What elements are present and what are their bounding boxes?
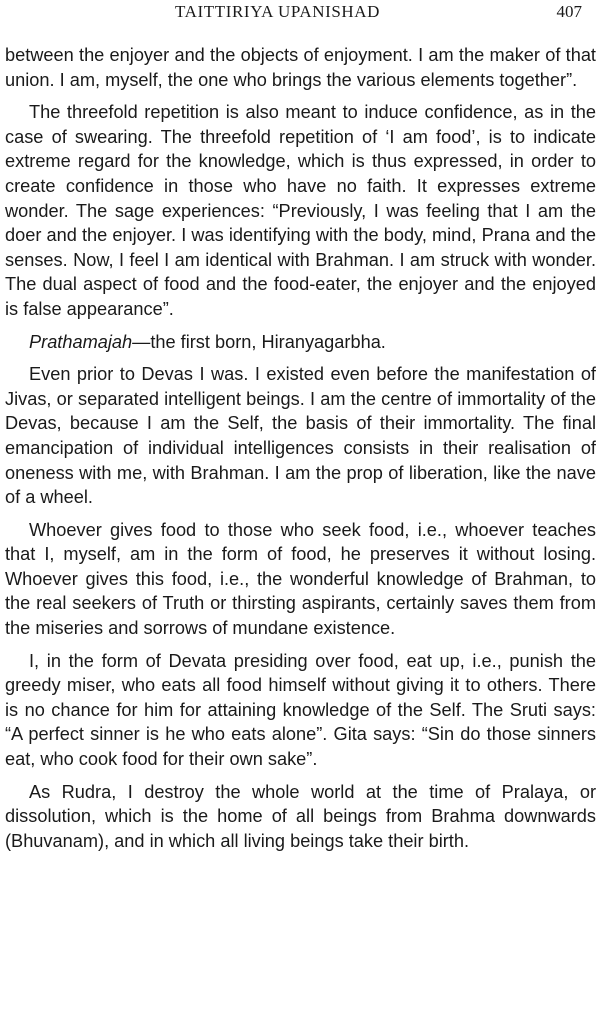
gloss-term: Prathamajah [29, 331, 133, 352]
paragraph-prathamajah-gloss [5, 330, 596, 355]
paragraph-continuation: between the enjoyer and the objects of enjoyment. I am the maker of that union. I am, myself, the one who brings the various elements together”. [5, 45, 596, 90]
page-number: 407 [556, 2, 582, 21]
paragraph-gives-food: Whoever gives food to those who seek food, i.e., whoever teaches that I, myself, am in the form of food, he preserves it without losing. Whoever gives this food, i.e., the wonderful knowledge of Brahman, to the real seekers of Truth or thirsting aspirants, certainly saves them from the miseries and sorrows of mundane existence. [5, 519, 596, 639]
gloss-definition: —the first born, Hiranyagarbha. [132, 331, 386, 352]
paragraph-devata-food: I, in the form of Devata presiding over food, eat up, i.e., punish the greedy miser, who eats all food himself without giving it to others. There is no chance for him for attaining knowledge of the Self. The Sruti says: “A perfect sinner is he who eats alone”. Gita says: “Sin do those sinners eat, who cook food for their own sake”. [5, 650, 596, 770]
paragraph-rudra: As Rudra, I destroy the whole world at the time of Pralaya, or dissolution, which is the home of all beings from Brahma downwards (Bhuvanam), and in which all living beings take their birth. [5, 781, 596, 851]
paragraph-threefold-repetition: The threefold repetition is also meant to induce confidence, as in the case of swearing. The threefold repetition of ‘I am food’, is to indicate extreme regard for the knowledge, which is thus expressed, in order to create confidence in those who have no faith. It expresses extreme wonder. The sage experiences: “Previously, I was feeling that I am the doer and the enjoyer. I was identifying with the body, mind, Prana and the senses. Now, I feel I am identical with Brahman. I am struck with wonder. The dual aspect of food and the food-eater, the enjoyer and the enjoyed is false appearance”. [5, 102, 596, 319]
paragraph-prior-to-devas: Even prior to Devas I was. I existed even before the manifestation of Jivas, or separated intelligent beings. I am the centre of immortality of the Devas, because I am the Self, the basis of their immortality. The final emancipation of individual intelligences consists in their realisation of oneness with me, with Brahman. I am the prop of liberation, like the nave of a wheel. [5, 364, 596, 508]
body-text [5, 43, 596, 853]
running-header [0, 0, 600, 24]
running-header-title: TAITTIRIYA UPANISHAD [175, 2, 381, 21]
